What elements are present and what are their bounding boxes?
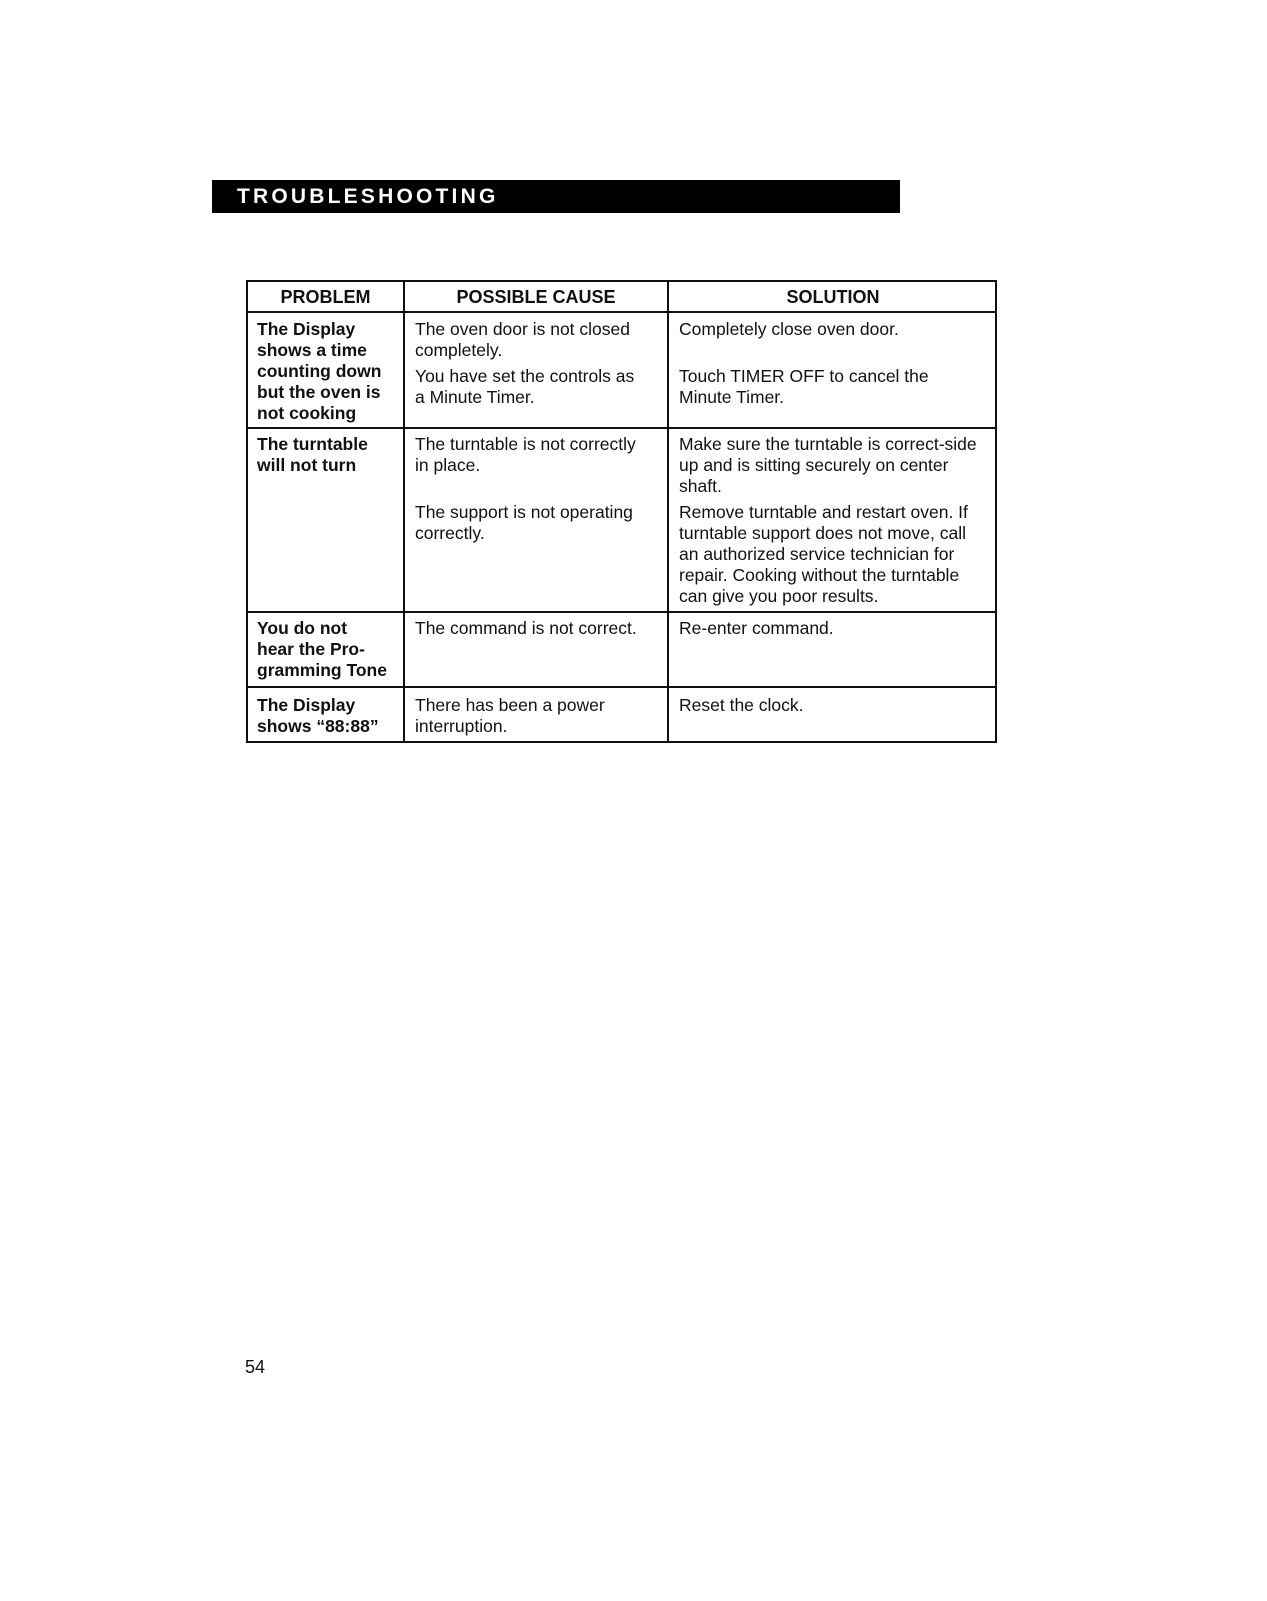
header-possible-cause: POSSIBLE CAUSE [456,287,616,307]
cause-cell: The oven door is not closed completely. [415,319,630,360]
solution-cell: Reset the clock. [679,695,804,715]
cause-cell: There has been a power interruption. [415,695,605,736]
cause-cell: The turntable is not correctly in place. [415,434,636,475]
header-problem: PROBLEM [280,287,371,307]
problem-cell: You do not hear the Pro- gramming Tone [257,618,387,680]
solution-cell: Remove turntable and restart oven. If turntable support does not move, call an authorized service technician for repair. Cooking without the turntable can give you poor results. [679,502,968,606]
troubleshooting-table [246,280,997,743]
page-number: 54 [245,1357,266,1377]
solution-cell: Re-enter command. [679,618,834,638]
problem-cell: The turntable will not turn [257,434,368,475]
row-divider [248,686,995,688]
solution-cell: Touch TIMER OFF to cancel the Minute Timer. [679,366,929,407]
header-solution: SOLUTION [786,287,880,307]
solution-cell: Completely close oven door. [679,319,899,339]
solution-cell: Make sure the turntable is correct-side up and is sitting securely on center shaft. [679,434,977,496]
cause-cell: The command is not correct. [415,618,637,638]
problem-cell: The Display shows a time counting down but the oven is not cooking [257,319,382,423]
row-divider [248,611,995,613]
cause-cell: The support is not operating correctly. [415,502,633,543]
column-divider [403,282,405,741]
section-header-bar [212,180,900,213]
cause-cell: You have set the controls as a Minute Timer. [415,366,635,407]
row-divider [248,427,995,429]
problem-cell: The Display shows “88:88” [257,695,379,736]
section-title: TROUBLESHOOTING [237,185,499,208]
column-divider [667,282,669,741]
header-divider [248,311,995,313]
